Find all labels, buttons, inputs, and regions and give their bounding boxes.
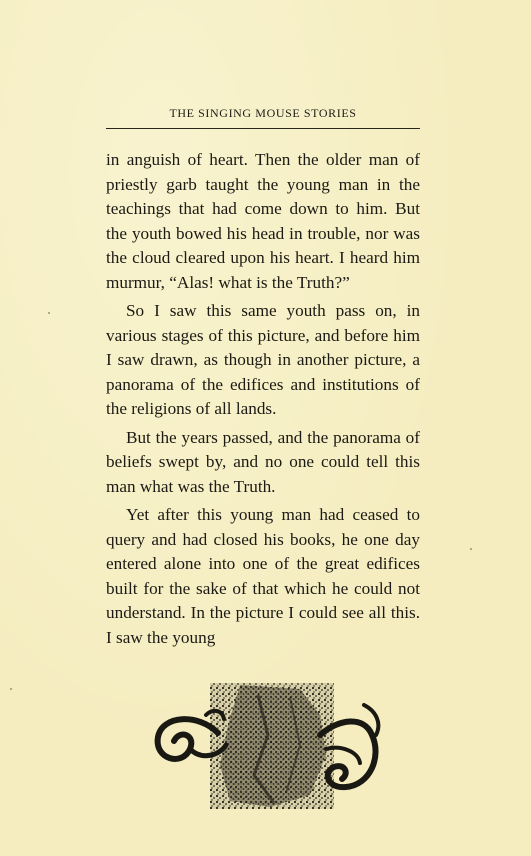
- scroll-vignette-icon: [150, 675, 386, 811]
- paper-speck: [48, 312, 50, 314]
- paragraph: Yet after this young man had ceased to query and had closed his books, he one day entered alone into one of the great edifices built for the sake of that which he could not understand. In the picture I could see all this. I saw the young: [106, 505, 420, 647]
- paragraph: But the years passed, and the panorama of beliefs swept by, and no one could tell this man what was the Truth.: [106, 427, 420, 496]
- body-text: [106, 148, 420, 650]
- paper-speck: [470, 548, 472, 550]
- paper-speck: [10, 688, 12, 690]
- paragraph: So I saw this same youth pass on, in various stages of this picture, and before him I saw drawn, as though in another picture, a panorama of the edifices and institutions of the religions of all lands.: [106, 301, 420, 418]
- running-head: THE SINGING MOUSE STORIES: [169, 106, 357, 120]
- paragraph: in anguish of heart. Then the older man of priestly garb taught the young man in the teachings that had come down to him. But the youth bowed his head in trouble, nor was the cloud cleared upon his heart. I heard him murmur, “Alas! what is the Truth?”: [106, 150, 420, 292]
- header-rule: [106, 128, 420, 129]
